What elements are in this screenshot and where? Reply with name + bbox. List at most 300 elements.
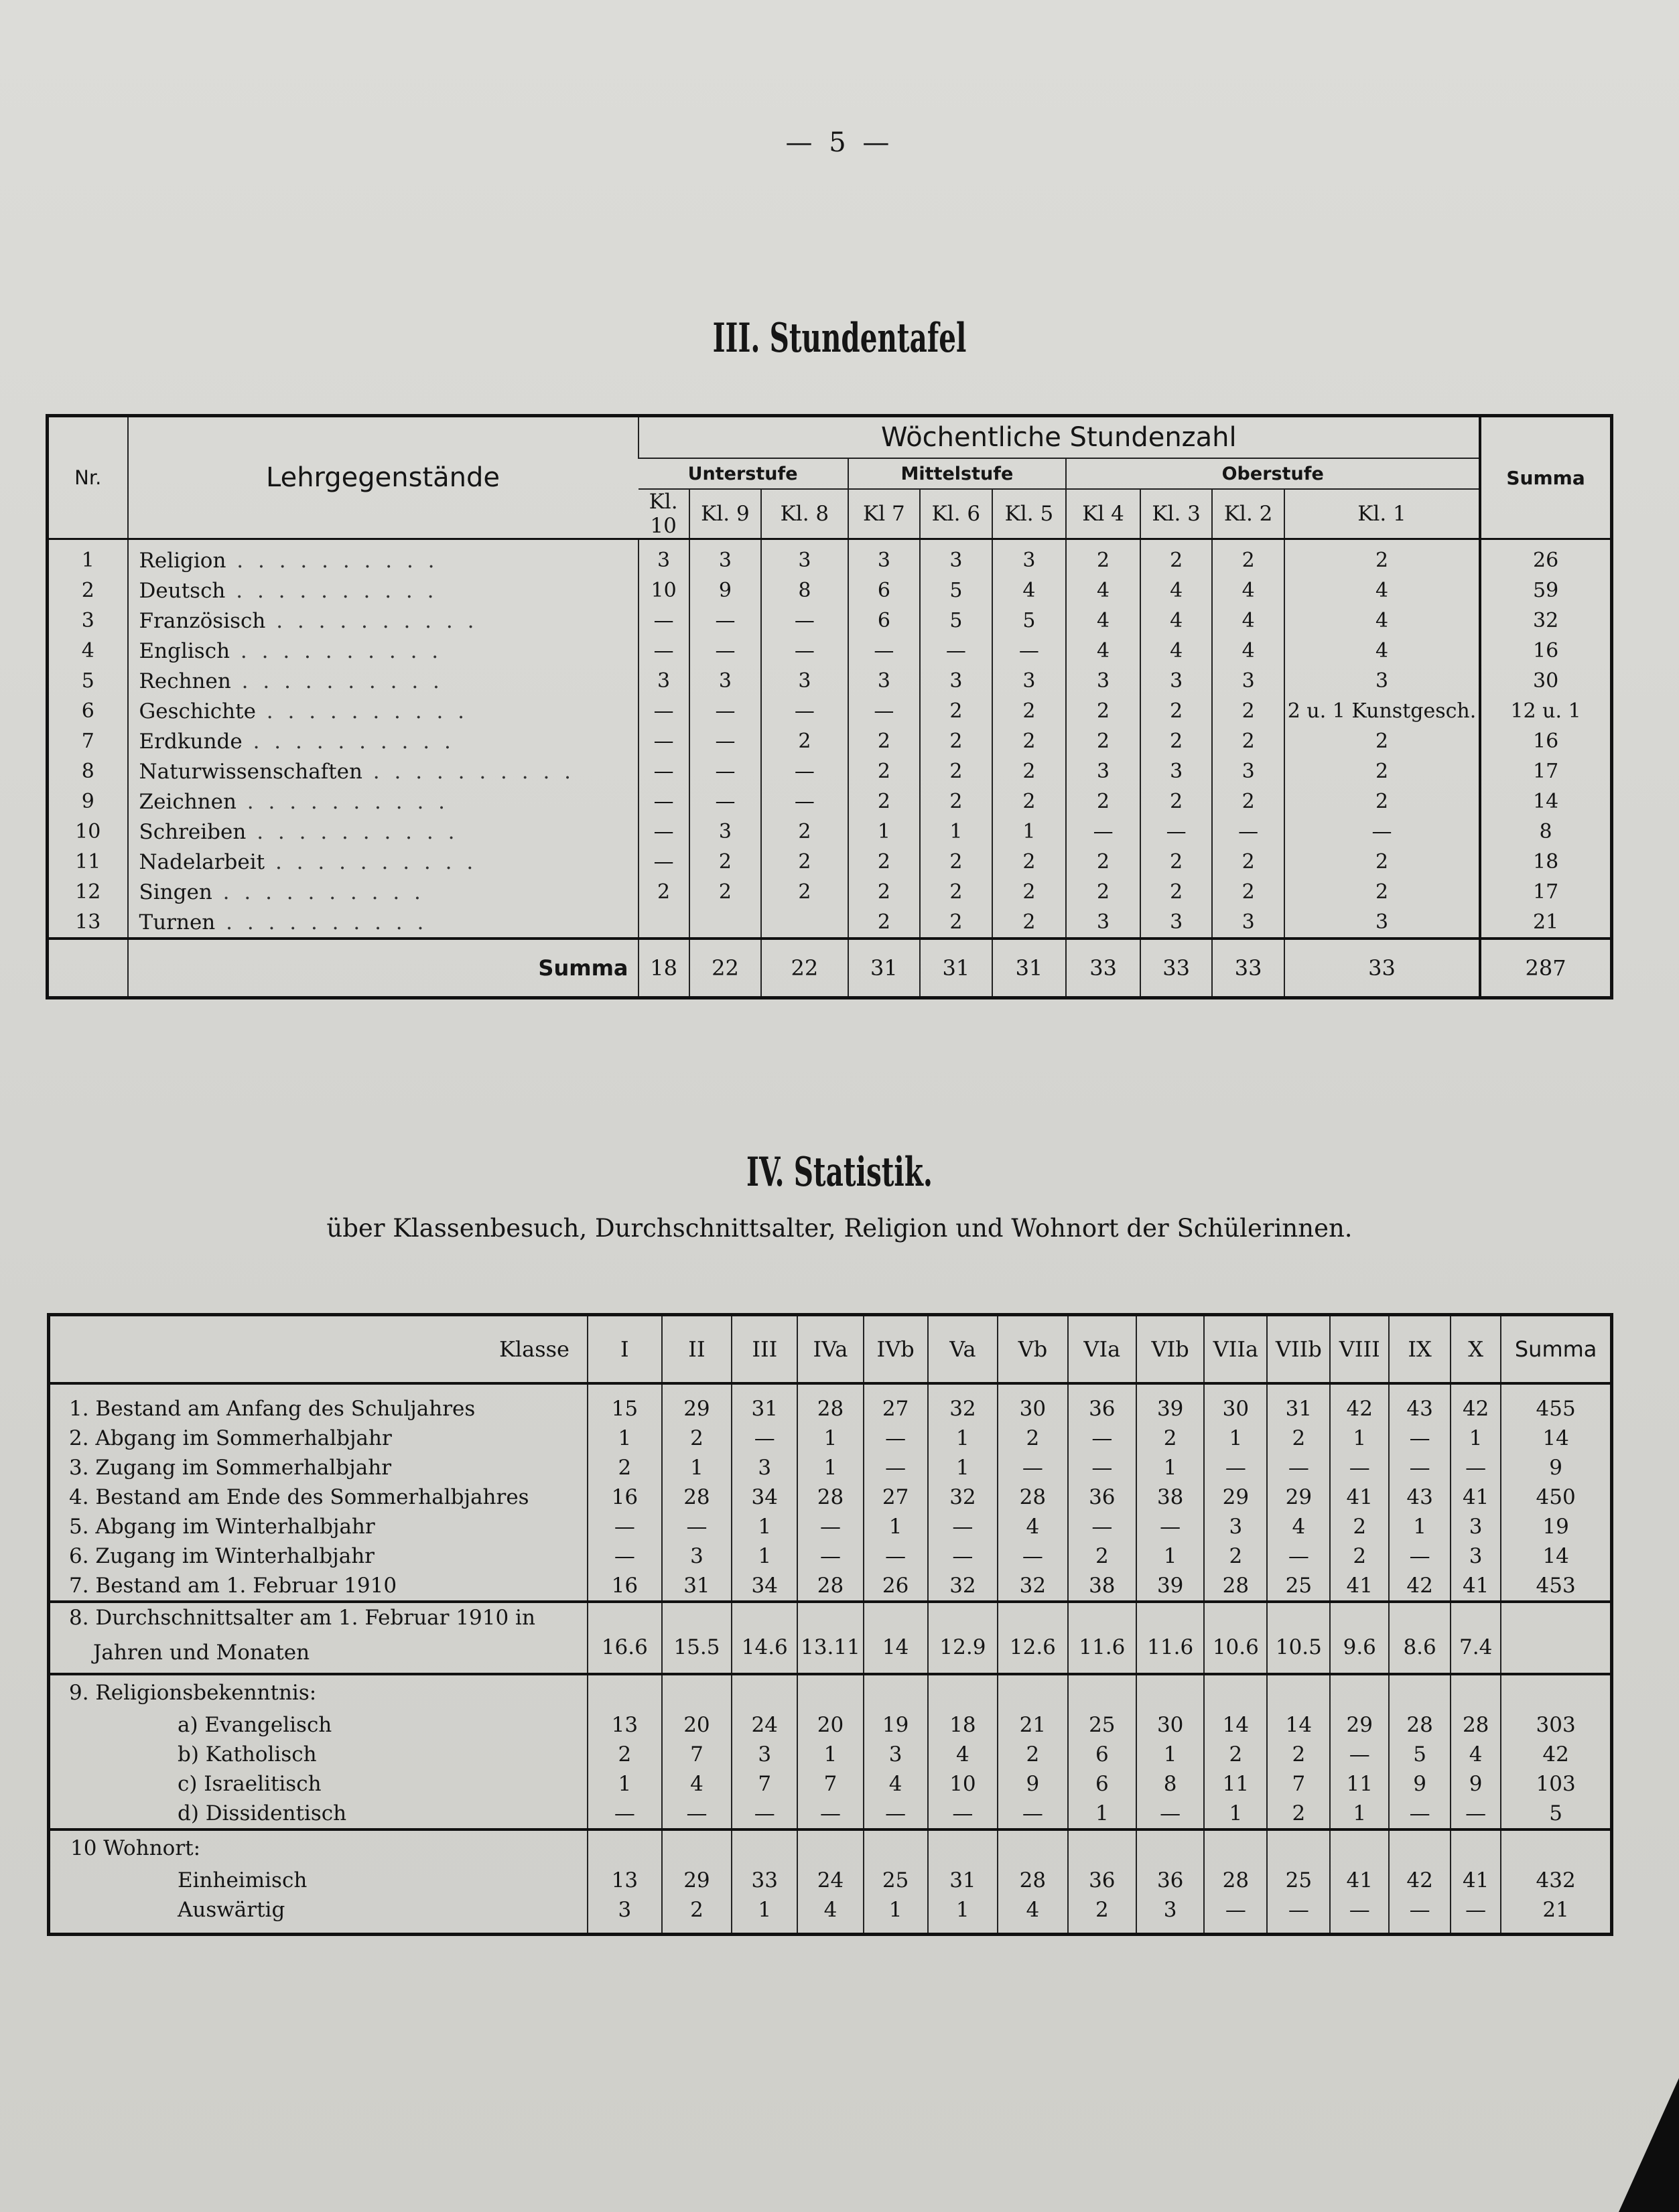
stundentafel-title: III. Stundentafel bbox=[712, 315, 967, 362]
hours-cell: 3 bbox=[920, 539, 992, 576]
class-column: III bbox=[732, 1315, 797, 1384]
value-cell: — bbox=[662, 1512, 732, 1541]
row-number: 10 bbox=[75, 820, 101, 843]
stundentafel-row bbox=[48, 539, 1612, 576]
row-sum: 16 bbox=[1480, 636, 1611, 666]
row-sum: 9 bbox=[1501, 1453, 1611, 1482]
leader-dots: . . . . . . . . . . bbox=[226, 548, 439, 573]
subject-cell bbox=[128, 877, 639, 907]
class-column: IVa bbox=[797, 1315, 863, 1384]
empty-cell bbox=[1451, 1829, 1501, 1866]
subject-cell bbox=[128, 606, 639, 636]
statistik-row bbox=[49, 1482, 1612, 1512]
value-cell: 41 bbox=[1330, 1866, 1389, 1895]
hours-cell: 5 bbox=[920, 606, 992, 636]
row-sum: 450 bbox=[1501, 1482, 1611, 1512]
age-cell: 10.6 bbox=[1204, 1633, 1267, 1674]
subject-cell bbox=[128, 786, 639, 817]
class-header: Kl 7 bbox=[848, 489, 921, 539]
total-cell: 33 bbox=[1140, 939, 1213, 998]
value-cell: 39 bbox=[1136, 1571, 1204, 1602]
leader-dots: . . . . . . . . . . bbox=[212, 880, 425, 904]
row-sum: 453 bbox=[1501, 1571, 1611, 1602]
subject-name: Erdkunde bbox=[139, 729, 243, 754]
statistik-row bbox=[49, 1512, 1612, 1541]
hours-cell: 2 bbox=[1066, 847, 1140, 877]
row-sum: 12 u. 1 bbox=[1480, 696, 1611, 726]
hours-cell: 2 bbox=[1212, 786, 1284, 817]
value-cell: 29 bbox=[662, 1383, 732, 1424]
hours-cell: — bbox=[761, 636, 848, 666]
value-cell: 30 bbox=[998, 1383, 1067, 1424]
value-cell: 28 bbox=[1389, 1710, 1451, 1740]
value-cell: — bbox=[1389, 1895, 1451, 1935]
hours-cell: 2 bbox=[1140, 877, 1213, 907]
value-cell: 1 bbox=[1389, 1512, 1451, 1541]
hours-cell bbox=[689, 907, 762, 939]
row-number: 3 bbox=[81, 609, 94, 632]
stundentafel-row bbox=[48, 636, 1612, 666]
value-cell: 36 bbox=[1068, 1866, 1136, 1895]
row-sum: 17 bbox=[1480, 756, 1611, 786]
empty-cell bbox=[1451, 1602, 1501, 1633]
hours-cell: 3 bbox=[1212, 666, 1284, 696]
hours-cell: 2 bbox=[920, 847, 992, 877]
value-cell: 4 bbox=[1267, 1512, 1330, 1541]
row-sum: 103 bbox=[1501, 1769, 1611, 1799]
hours-cell: 3 bbox=[1066, 666, 1140, 696]
value-cell: 24 bbox=[732, 1710, 797, 1740]
value-cell: 9 bbox=[998, 1769, 1067, 1799]
value-cell: 28 bbox=[998, 1866, 1067, 1895]
value-cell: 1 bbox=[1068, 1799, 1136, 1829]
empty-cell bbox=[797, 1829, 863, 1866]
subject-name: Zeichnen bbox=[139, 789, 237, 814]
stundentafel-row bbox=[48, 606, 1612, 636]
hours-cell: 4 bbox=[992, 575, 1067, 606]
class-header: Kl 4 bbox=[1066, 489, 1140, 539]
age-cell: 15.5 bbox=[662, 1633, 732, 1674]
value-cell: 1 bbox=[797, 1740, 863, 1769]
hours-cell: 2 bbox=[1140, 786, 1213, 817]
class-header: Kl. 8 bbox=[761, 489, 848, 539]
value-cell: 2 bbox=[1267, 1424, 1330, 1453]
age-cell: 16.6 bbox=[588, 1633, 662, 1674]
group-oberstufe: Oberstufe bbox=[1066, 458, 1480, 489]
hours-cell: 2 bbox=[1284, 847, 1480, 877]
total-cell: 33 bbox=[1066, 939, 1140, 998]
hours-cell: 3 bbox=[689, 666, 762, 696]
wohnort-header-row bbox=[49, 1829, 1612, 1866]
value-cell: — bbox=[1451, 1453, 1501, 1482]
value-cell: 2 bbox=[1068, 1895, 1136, 1935]
empty-cell bbox=[998, 1829, 1067, 1866]
class-header: Kl. 5 bbox=[992, 489, 1067, 539]
value-cell: — bbox=[1267, 1895, 1330, 1935]
hours-cell: 2 bbox=[992, 696, 1067, 726]
value-cell: 4 bbox=[928, 1740, 998, 1769]
hours-cell: 3 bbox=[1212, 907, 1284, 939]
value-cell: 21 bbox=[998, 1710, 1067, 1740]
hours-cell: 2 bbox=[848, 756, 921, 786]
hours-cell: — bbox=[1066, 817, 1140, 847]
value-cell: 41 bbox=[1451, 1482, 1501, 1512]
value-cell: 7 bbox=[732, 1769, 797, 1799]
value-cell: 1 bbox=[797, 1424, 863, 1453]
stundentafel-row bbox=[48, 817, 1612, 847]
empty-cell bbox=[1204, 1674, 1267, 1710]
empty-cell bbox=[1068, 1602, 1136, 1633]
hours-cell: 1 bbox=[848, 817, 921, 847]
empty-cell bbox=[1204, 1602, 1267, 1633]
subject-name: Geschichte bbox=[139, 699, 256, 723]
value-cell: 31 bbox=[928, 1866, 998, 1895]
hours-cell: 4 bbox=[1212, 606, 1284, 636]
empty-cell bbox=[588, 1602, 662, 1633]
subject-cell bbox=[128, 575, 639, 606]
value-cell: 42 bbox=[1389, 1571, 1451, 1602]
empty-cell bbox=[928, 1674, 998, 1710]
hours-cell: 4 bbox=[1284, 636, 1480, 666]
value-cell: 41 bbox=[1330, 1482, 1389, 1512]
value-cell: 2 bbox=[1267, 1740, 1330, 1769]
class-column: IVb bbox=[864, 1315, 928, 1384]
value-cell: 1 bbox=[797, 1453, 863, 1482]
empty-cell bbox=[1136, 1829, 1204, 1866]
value-cell: 19 bbox=[864, 1710, 928, 1740]
hours-cell: 3 bbox=[639, 539, 689, 576]
value-cell: 36 bbox=[1136, 1866, 1204, 1895]
value-cell: 31 bbox=[662, 1571, 732, 1602]
hours-cell: 2 u. 1 Kunstgesch. bbox=[1284, 696, 1480, 726]
row-sum: 18 bbox=[1480, 847, 1611, 877]
hours-cell: 4 bbox=[1140, 636, 1213, 666]
value-cell: 3 bbox=[732, 1453, 797, 1482]
hours-cell: 3 bbox=[848, 539, 921, 576]
subject-cell bbox=[128, 756, 639, 786]
value-cell: — bbox=[588, 1512, 662, 1541]
value-cell: — bbox=[1389, 1799, 1451, 1829]
value-cell: 13 bbox=[588, 1710, 662, 1740]
row-label: Auswärtig bbox=[178, 1898, 285, 1922]
value-cell: — bbox=[864, 1541, 928, 1571]
value-cell: 28 bbox=[1451, 1710, 1501, 1740]
subject-name: Naturwissenschaften bbox=[139, 759, 362, 784]
hours-cell: — bbox=[761, 756, 848, 786]
value-cell: 3 bbox=[588, 1895, 662, 1935]
row-sum: 21 bbox=[1501, 1895, 1611, 1935]
hours-cell: 2 bbox=[1140, 696, 1213, 726]
hours-cell: — bbox=[639, 847, 689, 877]
empty-cell bbox=[588, 1829, 662, 1866]
statistik-row bbox=[49, 1571, 1612, 1602]
alter-row bbox=[49, 1602, 1612, 1633]
value-cell: 3 bbox=[1204, 1512, 1267, 1541]
row-number: 7 bbox=[81, 730, 94, 753]
subject-cell bbox=[128, 666, 639, 696]
empty-cell bbox=[1330, 1829, 1389, 1866]
value-cell: 28 bbox=[1204, 1866, 1267, 1895]
hours-cell: 3 bbox=[1140, 666, 1213, 696]
value-cell: 32 bbox=[998, 1571, 1067, 1602]
subject-cell bbox=[128, 907, 639, 939]
value-cell: 16 bbox=[588, 1482, 662, 1512]
hours-cell: 2 bbox=[1212, 696, 1284, 726]
value-cell: 42 bbox=[1451, 1383, 1501, 1424]
total-cell: 22 bbox=[761, 939, 848, 998]
statistik-row bbox=[49, 1895, 1612, 1935]
subject-cell bbox=[128, 636, 639, 666]
value-cell: — bbox=[998, 1541, 1067, 1571]
hours-cell: — bbox=[639, 696, 689, 726]
hours-cell: 2 bbox=[1212, 726, 1284, 756]
value-cell: 1 bbox=[1136, 1453, 1204, 1482]
class-header: Kl. 1 bbox=[1284, 489, 1480, 539]
value-cell: 2 bbox=[998, 1424, 1067, 1453]
hours-cell bbox=[761, 907, 848, 939]
value-cell: 18 bbox=[928, 1710, 998, 1740]
row-sum: 19 bbox=[1501, 1512, 1611, 1541]
value-cell: — bbox=[998, 1453, 1067, 1482]
total-cell: 18 bbox=[639, 939, 689, 998]
hours-cell: 2 bbox=[848, 877, 921, 907]
value-cell: 26 bbox=[864, 1571, 928, 1602]
hours-cell: 2 bbox=[992, 756, 1067, 786]
value-cell: — bbox=[1267, 1541, 1330, 1571]
stundentafel-row bbox=[48, 907, 1612, 939]
value-cell: 29 bbox=[1330, 1710, 1389, 1740]
value-cell: — bbox=[1136, 1512, 1204, 1541]
value-cell: 31 bbox=[1267, 1383, 1330, 1424]
empty-cell bbox=[797, 1674, 863, 1710]
value-cell: 4 bbox=[1451, 1740, 1501, 1769]
leader-dots: . . . . . . . . . . bbox=[242, 729, 455, 754]
hours-cell: — bbox=[689, 756, 762, 786]
value-cell: 16 bbox=[588, 1571, 662, 1602]
row-number: 5 bbox=[81, 669, 94, 693]
statistik-table bbox=[47, 1313, 1613, 1936]
subject-cell bbox=[128, 539, 639, 576]
value-cell: 4 bbox=[797, 1895, 863, 1935]
row-sum: 8 bbox=[1480, 817, 1611, 847]
value-cell: 4 bbox=[864, 1769, 928, 1799]
total-cell: 31 bbox=[920, 939, 992, 998]
hours-cell: — bbox=[848, 696, 921, 726]
value-cell: 33 bbox=[732, 1866, 797, 1895]
value-cell: 13 bbox=[588, 1866, 662, 1895]
value-cell: 2 bbox=[1068, 1541, 1136, 1571]
value-cell: 38 bbox=[1068, 1571, 1136, 1602]
hours-cell: 2 bbox=[1066, 786, 1140, 817]
hours-cell: 2 bbox=[920, 877, 992, 907]
value-cell: 30 bbox=[1136, 1710, 1204, 1740]
age-cell: 9.6 bbox=[1330, 1633, 1389, 1674]
hours-cell: — bbox=[689, 696, 762, 726]
value-cell: 24 bbox=[797, 1866, 863, 1895]
age-cell: 13.11 bbox=[797, 1633, 863, 1674]
hours-cell: 4 bbox=[1140, 575, 1213, 606]
hours-cell: 2 bbox=[992, 786, 1067, 817]
value-cell: 3 bbox=[864, 1740, 928, 1769]
value-cell: — bbox=[1204, 1895, 1267, 1935]
class-column: Va bbox=[928, 1315, 998, 1384]
empty-cell bbox=[998, 1602, 1067, 1633]
value-cell: 1 bbox=[1136, 1541, 1204, 1571]
empty-cell bbox=[732, 1674, 797, 1710]
hours-cell: 2 bbox=[920, 756, 992, 786]
value-cell: 36 bbox=[1068, 1383, 1136, 1424]
value-cell: — bbox=[1204, 1453, 1267, 1482]
row-label: 5. Abgang im Winterhalbjahr bbox=[69, 1515, 375, 1539]
leader-dots: . . . . . . . . . . bbox=[265, 608, 478, 633]
row-sum: 5 bbox=[1501, 1799, 1611, 1829]
statistik-row bbox=[49, 1866, 1612, 1895]
statistik-row bbox=[49, 1799, 1612, 1829]
value-cell: 2 bbox=[1204, 1541, 1267, 1571]
hours-cell: — bbox=[639, 817, 689, 847]
value-cell: 3 bbox=[732, 1740, 797, 1769]
subject-cell bbox=[128, 696, 639, 726]
value-cell: — bbox=[797, 1799, 863, 1829]
value-cell: — bbox=[1451, 1799, 1501, 1829]
statistik-row bbox=[49, 1541, 1612, 1571]
value-cell: 1 bbox=[732, 1541, 797, 1571]
hours-cell: 3 bbox=[689, 817, 762, 847]
value-cell: 3 bbox=[662, 1541, 732, 1571]
total-label: Summa bbox=[128, 939, 639, 998]
subject-name: Englisch bbox=[139, 638, 230, 663]
row-label: 7. Bestand am 1. Februar 1910 bbox=[69, 1574, 397, 1598]
alter-label-1: 8. Durchschnittsalter am 1. Februar 1910 in bbox=[49, 1602, 588, 1633]
hours-cell: 6 bbox=[848, 606, 921, 636]
empty-cell bbox=[588, 1674, 662, 1710]
value-cell: 2 bbox=[662, 1895, 732, 1935]
hours-cell: 2 bbox=[1140, 726, 1213, 756]
hours-cell: 4 bbox=[1066, 636, 1140, 666]
header-nr: Nr. bbox=[48, 416, 128, 539]
value-cell: 8 bbox=[1136, 1769, 1204, 1799]
hours-cell: 2 bbox=[1284, 786, 1480, 817]
stundentafel-body bbox=[48, 539, 1612, 939]
hours-cell: — bbox=[761, 606, 848, 636]
value-cell: — bbox=[797, 1541, 863, 1571]
row-sum: 303 bbox=[1501, 1710, 1611, 1740]
hours-cell: 4 bbox=[1066, 575, 1140, 606]
empty-cell bbox=[1501, 1674, 1611, 1710]
value-cell: 41 bbox=[1451, 1866, 1501, 1895]
hours-cell: 2 bbox=[920, 907, 992, 939]
value-cell: 14 bbox=[1204, 1710, 1267, 1740]
row-label: d) Dissidentisch bbox=[178, 1801, 347, 1825]
hours-cell: — bbox=[848, 636, 921, 666]
value-cell: 6 bbox=[1068, 1769, 1136, 1799]
empty-cell bbox=[732, 1829, 797, 1866]
leader-dots: . . . . . . . . . . bbox=[246, 819, 459, 844]
value-cell: — bbox=[1451, 1895, 1501, 1935]
value-cell: 42 bbox=[1330, 1383, 1389, 1424]
hours-cell: 3 bbox=[1066, 907, 1140, 939]
hours-cell: 3 bbox=[1284, 666, 1480, 696]
row-number: 11 bbox=[75, 850, 101, 874]
value-cell: — bbox=[1068, 1424, 1136, 1453]
hours-cell: 2 bbox=[1066, 696, 1140, 726]
alter-values-row bbox=[49, 1633, 1612, 1674]
statistik-header-row bbox=[49, 1315, 1612, 1384]
hours-cell: 8 bbox=[761, 575, 848, 606]
empty-cell bbox=[1501, 1602, 1611, 1633]
value-cell: 1 bbox=[732, 1512, 797, 1541]
hours-cell: 2 bbox=[761, 726, 848, 756]
total-cell: 33 bbox=[1284, 939, 1480, 998]
subject-name: Schreiben bbox=[139, 819, 247, 844]
total-sum: 287 bbox=[1480, 939, 1611, 998]
hours-cell: 4 bbox=[1212, 575, 1284, 606]
hours-cell: 2 bbox=[689, 877, 762, 907]
total-cell: 31 bbox=[848, 939, 921, 998]
value-cell: 9 bbox=[1451, 1769, 1501, 1799]
statistik-subtitle: über Klassenbesuch, Durchschnittsalter, Religion und Wohnort der Schülerinnen. bbox=[326, 1214, 1353, 1243]
hours-cell: 2 bbox=[1284, 877, 1480, 907]
row-label: Einheimisch bbox=[178, 1868, 308, 1892]
value-cell: 30 bbox=[1204, 1383, 1267, 1424]
subject-name: Rechnen bbox=[139, 669, 231, 693]
statistik-body bbox=[49, 1383, 1612, 1935]
value-cell: 1 bbox=[588, 1424, 662, 1453]
age-cell: 11.6 bbox=[1068, 1633, 1136, 1674]
hours-cell: 3 bbox=[1140, 907, 1213, 939]
value-cell: 9 bbox=[1389, 1769, 1451, 1799]
value-cell: 1 bbox=[864, 1895, 928, 1935]
row-sum: 14 bbox=[1501, 1541, 1611, 1571]
value-cell: 38 bbox=[1136, 1482, 1204, 1512]
row-number: 13 bbox=[75, 910, 101, 934]
age-cell: 11.6 bbox=[1136, 1633, 1204, 1674]
row-sum: 30 bbox=[1480, 666, 1611, 696]
subject-cell bbox=[128, 726, 639, 756]
hours-cell: 2 bbox=[1212, 539, 1284, 576]
hours-cell: 5 bbox=[920, 575, 992, 606]
class-header: Kl. 2 bbox=[1212, 489, 1284, 539]
hours-cell: 2 bbox=[920, 726, 992, 756]
hours-cell: — bbox=[689, 726, 762, 756]
hours-cell: 4 bbox=[1284, 606, 1480, 636]
value-cell: 27 bbox=[864, 1383, 928, 1424]
value-cell: 42 bbox=[1389, 1866, 1451, 1895]
hours-cell: 3 bbox=[689, 539, 762, 576]
hours-cell: — bbox=[639, 726, 689, 756]
age-cell: 8.6 bbox=[1389, 1633, 1451, 1674]
value-cell: 39 bbox=[1136, 1383, 1204, 1424]
class-column: VIIa bbox=[1204, 1315, 1267, 1384]
empty-cell bbox=[1389, 1674, 1451, 1710]
hours-cell: — bbox=[992, 636, 1067, 666]
class-column: X bbox=[1451, 1315, 1501, 1384]
row-number: 1 bbox=[81, 549, 94, 572]
value-cell: 28 bbox=[797, 1571, 863, 1602]
hours-cell: 3 bbox=[1284, 907, 1480, 939]
value-cell: 2 bbox=[1136, 1424, 1204, 1453]
header-subject: Lehrgegenstände bbox=[128, 416, 639, 539]
hours-cell: 2 bbox=[761, 817, 848, 847]
hours-cell: 3 bbox=[1066, 756, 1140, 786]
class-column: II bbox=[662, 1315, 732, 1384]
value-cell: 43 bbox=[1389, 1482, 1451, 1512]
age-cell: 10.5 bbox=[1267, 1633, 1330, 1674]
leader-dots: . . . . . . . . . . bbox=[265, 849, 478, 874]
value-cell: 2 bbox=[1267, 1799, 1330, 1829]
hours-cell: — bbox=[639, 786, 689, 817]
statistik-row bbox=[49, 1740, 1612, 1769]
